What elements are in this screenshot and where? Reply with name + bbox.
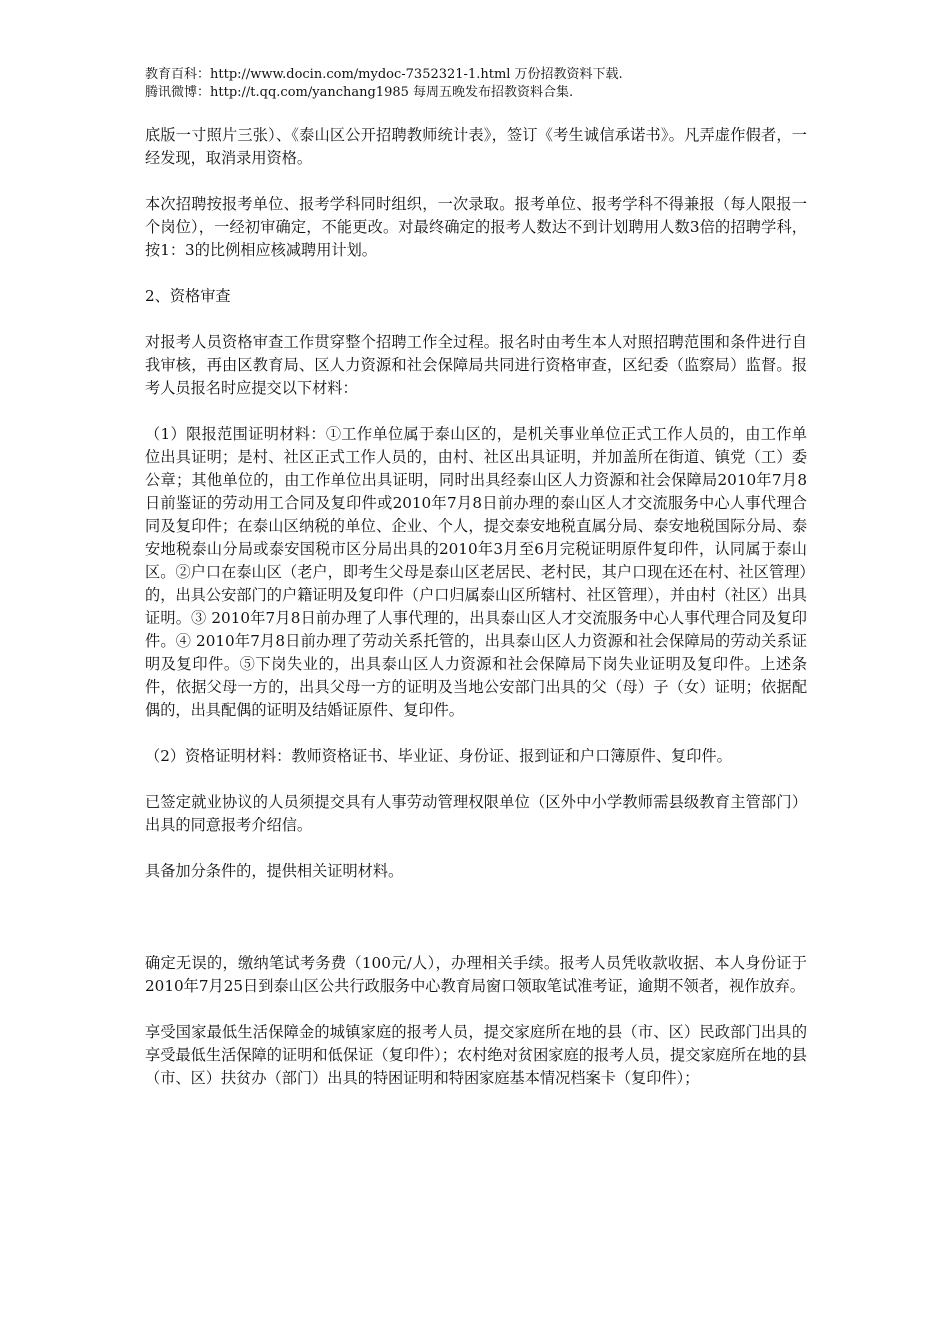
header-line-weibo: 腾讯微博：http://t.qq.com/yanchang1985 每周五晚发布招教资料合集. [145, 85, 574, 100]
paragraph-bonus-conditions: 具备加分条件的，提供相关证明材料。 [145, 862, 404, 880]
page-header [145, 66, 845, 102]
paragraph-qualification-certificates: （2）资格证明材料：教师资格证书、毕业证、身份证、报到证和户口簿原件、复印件。 [145, 747, 732, 765]
paragraph-employment-agreement: 已签定就业协议的人员须提交具有人事劳动管理权限单位（区外中小学教师需县级教育主管部门）出具的同意报考介绍信。 [145, 793, 807, 834]
section-heading-qualification-review: 2、资格审查 [145, 287, 231, 305]
paragraph-low-income-families: 享受国家最低生活保障金的城镇家庭的报考人员，提交家庭所在地的县（市、区）民政部门出具的享受最低生活保障的证明和低保证（复印件）；农村绝对贫困家庭的报考人员，提交家庭所在地的县（市、区）扶贫办（部门）出具的特困证明和特困家庭基本情况档案卡（复印件）； [145, 1023, 807, 1087]
paragraph-recruitment-rules: 本次招聘按报考单位、报考学科同时组织，一次录取。报考单位、报考学科不得兼报（每人限报一个岗位），一经初审确定，不能更改。对最终确定的报考人数达不到计划聘用人数3倍的招聘学科，按1：3的比例相应核减聘用计划。 [145, 195, 807, 259]
paragraph-photo-requirement: 底版一寸照片三张）、《泰山区公开招聘教师统计表》，签订《考生诚信承诺书》。凡弄虚作假者，一经发现，取消录用资格。 [145, 126, 807, 167]
paragraph-scope-proof-materials: （1）限报范围证明材料：①工作单位属于泰山区的，是机关事业单位正式工作人员的，由工作单位出具证明；是村、社区正式工作人员的，由村、社区出具证明，并加盖所在街道、镇党（工）委公章；其他单位的，由工作单位出具证明，同时出具经泰山区人力资源和社会保障局2010年7月8日前鉴证的劳动用工合同及复印件或2010年7月8日前办理的泰山区人才交流服务中心人事代理合同及复印件；在泰山区纳税的单位、企业、个人，提交泰安地税直属分局、泰安地税国际分局、泰安地税泰山分局或泰安国税市区分局出具的2010年3月至6月完税证明原件复印件，认同属于泰山区。②户口在泰山区（老户，即考生父母是泰山区老居民、老村民，其户口现在还在村、社区管理）的，出具公安部门的户籍证明及复印件（户口归属泰山区所辖村、社区管理），并由村（社区）出具证明。③ 2010年7月8日前办理了人事代理的，出具泰山区人才交流服务中心人事代理合同及复印件。④ 2010年7月8日前办理了劳动关系托管的，出具泰山区人力资源和社会保障局的劳动关系证明及复印件。⑤下岗失业的，出具泰山区人力资源和社会保障局下岗失业证明及复印件。上述条件，依据父母一方的，出具父母一方的证明及当地公安部门出具的父（母）子（女）证明；依据配偶的，出具配偶的证明及结婚证原件、复印件。 [145, 425, 807, 719]
document-body [145, 124, 807, 1113]
header-line-docin: 教育百科：http://www.docin.com/mydoc-7352321-1.html 万份招教资料下载. [145, 67, 623, 82]
paragraph-exam-fee: 确定无误的，缴纳笔试考务费（100元/人），办理相关手续。报考人员凭收款收据、本人身份证于2010年7月25日到泰山区公共行政服务中心教育局窗口领取笔试准考证，逾期不领者，视作放弃。 [145, 954, 807, 995]
paragraph-qualification-review: 对报考人员资格审查工作贯穿整个招聘工作全过程。报名时由考生本人对照招聘范围和条件进行自我审核，再由区教育局、区人力资源和社会保障局共同进行资格审查，区纪委（监察局）监督。报考人员报名时应提交以下材料： [145, 333, 807, 397]
